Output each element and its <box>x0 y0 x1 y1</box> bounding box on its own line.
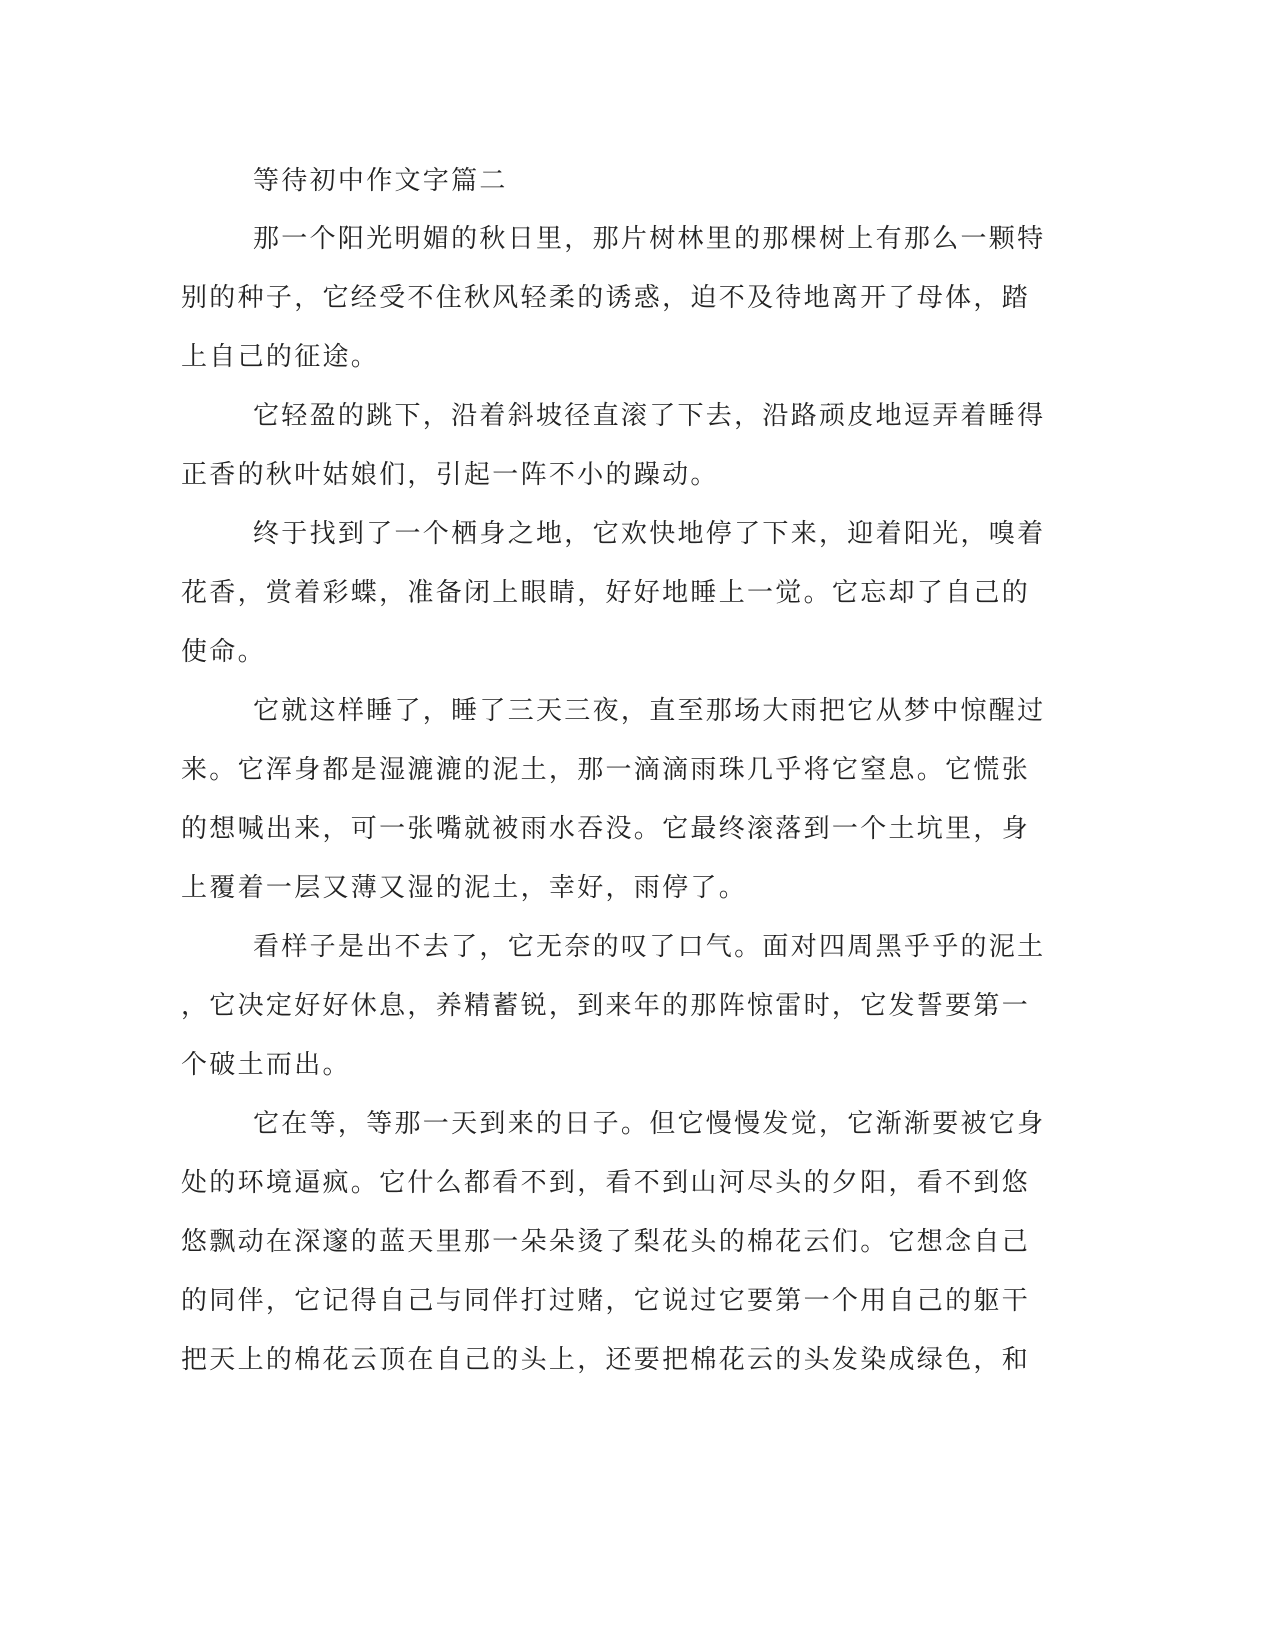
text-line: ，它决定好好休息，养精蓄锐，到来年的那阵惊雷时，它发誓要第一 <box>181 991 1031 1021</box>
text-line: 别的种子，它经受不住秋风轻柔的诱惑，迫不及待地离开了母体，踏 <box>181 283 1031 313</box>
text-line: 来。它浑身都是湿漉漉的泥土，那一滴滴雨珠几乎将它窒息。它慌张 <box>181 755 1031 785</box>
text-line: 它就这样睡了，睡了三天三夜，直至那场大雨把它从梦中惊醒过 <box>253 696 1046 726</box>
text-line: 它轻盈的跳下，沿着斜坡径直滚了下去，沿路顽皮地逗弄着睡得 <box>253 401 1046 431</box>
text-line: 的想喊出来，可一张嘴就被雨水吞没。它最终滚落到一个土坑里，身 <box>181 814 1031 844</box>
text-line: 处的环境逼疯。它什么都看不到，看不到山河尽头的夕阳，看不到悠 <box>181 1168 1031 1198</box>
text-line: 个破土而出。 <box>181 1050 351 1080</box>
text-line: 花香，赏着彩蝶，准备闭上眼睛，好好地睡上一觉。它忘却了自己的 <box>181 578 1031 608</box>
text-line: 上自己的征途。 <box>181 342 380 372</box>
text-line: 那一个阳光明媚的秋日里，那片树林里的那棵树上有那么一颗特 <box>253 224 1046 254</box>
text-line: 上覆着一层又薄又湿的泥土，幸好，雨停了。 <box>181 873 748 903</box>
text-line: 悠飘动在深邃的蓝天里那一朵朵烫了梨花头的棉花云们。它想念自己 <box>181 1227 1031 1257</box>
text-line: 的同伴，它记得自己与同伴打过赌，它说过它要第一个用自己的躯干 <box>181 1286 1031 1316</box>
document-title: 等待初中作文字篇二 <box>253 166 508 196</box>
text-line: 把天上的棉花云顶在自己的头上，还要把棉花云的头发染成绿色，和 <box>181 1345 1031 1375</box>
text-line: 正香的秋叶姑娘们，引起一阵不小的躁动。 <box>181 460 719 490</box>
text-line: 使命。 <box>181 637 266 667</box>
text-line: 看样子是出不去了，它无奈的叹了口气。面对四周黑乎乎的泥土 <box>253 932 1046 962</box>
text-line: 它在等，等那一天到来的日子。但它慢慢发觉，它渐渐要被它身 <box>253 1109 1046 1139</box>
text-line: 终于找到了一个栖身之地，它欢快地停了下来，迎着阳光，嗅着 <box>253 519 1046 549</box>
